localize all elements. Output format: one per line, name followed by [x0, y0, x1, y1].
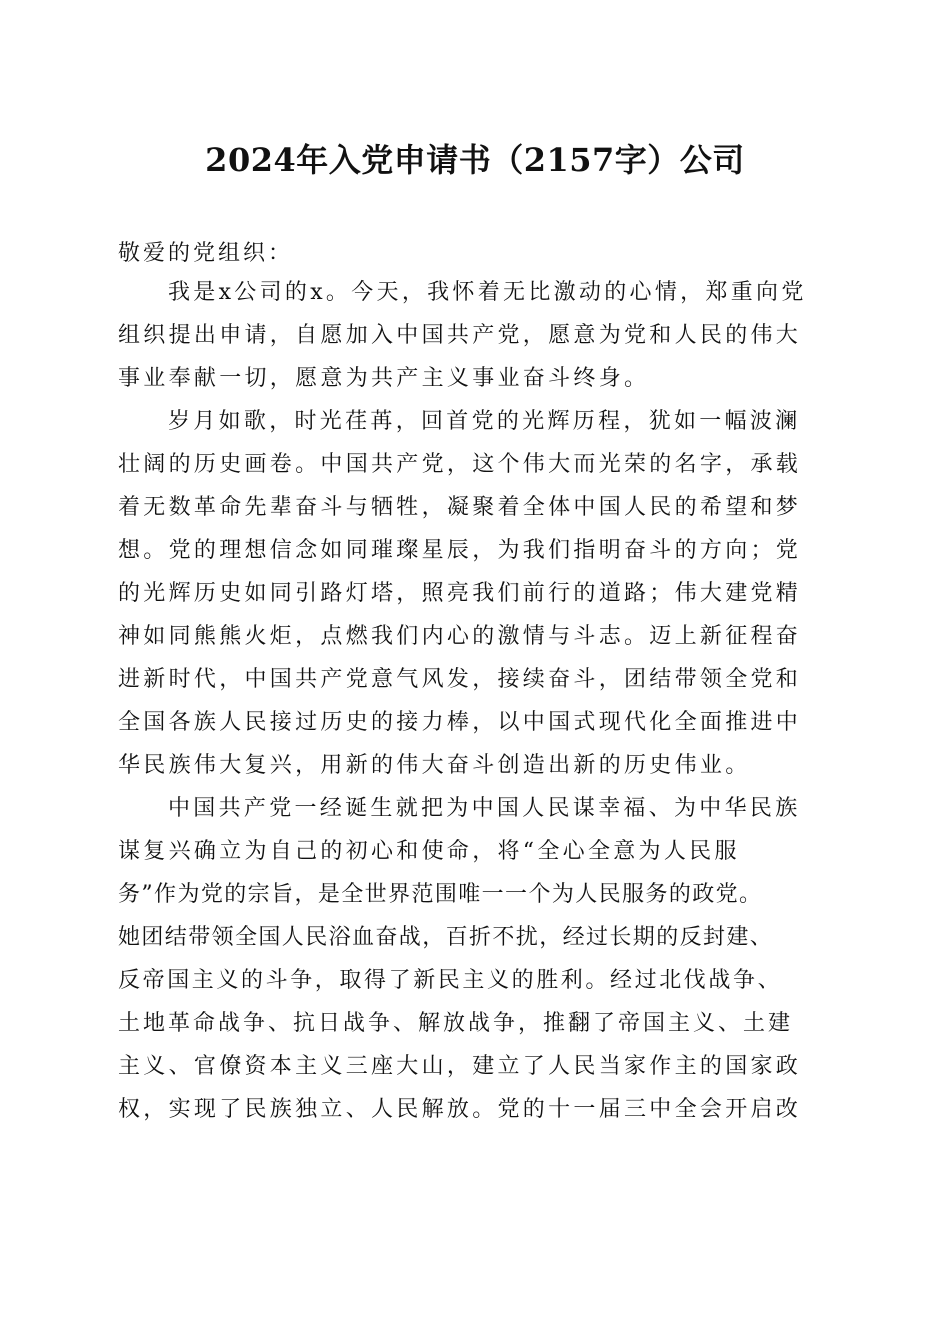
text-line: 主义、官僚资本主义三座大山，建立了人民当家作主的国家政	[118, 1054, 802, 1079]
text-line: 神如同熊熊火炬，点燃我们内心的激情与斗志。迈上新征程奋	[118, 624, 802, 649]
text-line: 我是x公司的x。今天，我怀着无比激动的心情，郑重向党	[168, 280, 807, 305]
document-title: 2024年入党申请书（2157字）公司	[205, 141, 745, 179]
text-line: 华民族伟大复兴，用新的伟大奋斗创造出新的历史伟业。	[118, 753, 751, 778]
text-line: 进新时代，中国共产党意气风发，接续奋斗，团结带领全党和	[118, 667, 802, 692]
text-line: 全国各族人民接过历史的接力棒，以中国式现代化全面推进中	[118, 710, 802, 735]
text-line: 壮阔的历史画卷。中国共产党，这个伟大而光荣的名字，承载	[118, 452, 802, 477]
text-line: 务”作为党的宗旨，是全世界范围唯一一个为人民服务的政党。	[118, 882, 763, 907]
text-line: 想。党的理想信念如同璀璨星辰，为我们指明奋斗的方向；党	[118, 538, 802, 563]
document-body	[118, 232, 834, 1135]
text-line: 权，实现了民族独立、人民解放。党的十一届三中全会开启改	[118, 1097, 802, 1122]
paragraph-1	[118, 275, 834, 404]
text-line: 组织提出申请，自愿加入中国共产党，愿意为党和人民的伟大	[118, 323, 802, 348]
text-line: 土地革命战争、抗日战争、解放战争，推翻了帝国主义、土建	[118, 1011, 794, 1036]
text-line: 谋复兴确立为自己的初心和使命，将“全心全意为人民服	[118, 839, 740, 864]
text-line: 事业奉献一切，愿意为共产主义事业奋斗终身。	[118, 366, 650, 391]
paragraph-3	[118, 791, 834, 1135]
text-line: 她团结带领全国人民浴血奋战，百折不扰，经过长期的反封建、	[118, 925, 774, 950]
salutation: 敬爱的党组织：	[118, 241, 294, 266]
text-line: 岁月如歌，时光荏苒，回首党的光辉历程，犹如一幅波澜	[168, 409, 801, 434]
text-line: 中国共产党一经诞生就把为中国人民谋幸福、为中华民族	[168, 796, 801, 821]
text-line: 的光辉历史如同引路灯塔，照亮我们前行的道路；伟大建党精	[118, 581, 802, 606]
text-line: 着无数革命先辈奋斗与牺牲，凝聚着全体中国人民的希望和梦	[118, 495, 802, 520]
text-line: 反帝国主义的斗争，取得了新民主义的胜利。经过北伐战争、	[118, 968, 783, 993]
paragraph-2	[118, 404, 834, 791]
